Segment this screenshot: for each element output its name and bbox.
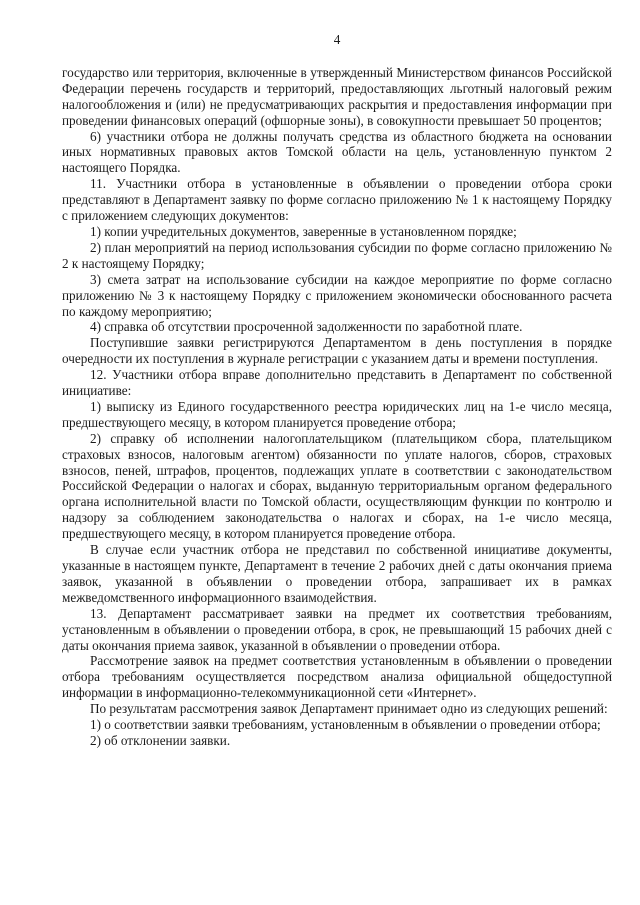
paragraph-decision-1: 1) о соответствии заявки требованиям, установленным в объявлении о проведении отбора; [90,717,601,733]
paragraph-clause-11-item-2: 2) план мероприятий на период использования субсидии по форме согласно приложению № 2 к настоящему Порядку; [62,239,612,271]
paragraph-decision-2: 2) об отклонении заявки. [90,732,231,748]
paragraph-clause-12: 12. Участники отбора вправе дополнительно представить в Департамент по собственной инициативе: [62,367,612,399]
paragraph-clause-11-item-3: 3) смета затрат на использование субсидии на каждое мероприятие по форме согласно приложению № 3 к настоящему Порядку с приложением экономически обоснованного расчета по каждому мероприятию; [62,271,612,319]
paragraph-clause-13: 13. Департамент рассматривает заявки на предмет их соответствия требованиям, установленным в объявлении о проведении отбора, в срок, не превышающий 15 рабочих дней с даты окончания приема заявок, указанной в объявлении о проведении отбора. [62,605,612,653]
paragraph-clause-11-item-4: 4) справка об отсутствии просроченной задолженности по заработной плате. [90,319,523,335]
page-number: 4 [333,32,341,47]
paragraph-clause-11-item-1: 1) копии учредительных документов, заверенные в установленном порядке; [90,223,517,239]
paragraph-decisions-intro: По результатам рассмотрения заявок Департамент принимает одно из следующих решений: [90,701,608,717]
paragraph-registration: Поступившие заявки регистрируются Департаментом в день поступления в порядке очередности их поступления в журнале регистрации с указанием даты и времени поступления. [62,335,612,367]
paragraph-clause-12-item-1: 1) выписку из Единого государственного реестра юридических лиц на 1-е число месяца, предшествующего месяцу, в котором планируется проведение отбора; [62,398,612,430]
paragraph-offshore-continuation: государство или территория, включенные в утвержденный Министерством финансов Российской Федерации перечень государств и территорий, предоставляющих льготный налоговый режим налогообложения и (или) не предусматривающих раскрытия и предоставления информации при проведении финансовых операций (офшорные зоны), в совокупности превышает 50 процентов; [62,64,612,128]
paragraph-clause-12-item-2: 2) справку об исполнении налогоплательщиком (плательщиком сбора, плательщиком страховых взносов, налоговым агентом) обязанности по уплате налогов, сборов, страховых взносов, пеней, штрафов, процентов, подлежащих уплате в соответствии с законодательством Российской Федерации о налогах и сборах, выданную территориальным органом федерального органа исполнительной власти по Томской области, осуществляющим функции по контролю и надзору за соблюдением законодательства о налогах и сборах, на 1-е число месяца, предшествующего месяцу, в котором планируется проведение отбора. [62,430,612,542]
paragraph-interagency-request: В случае если участник отбора не представил по собственной инициативе документы, указанные в настоящем пункте, Департамент в течение 2 рабочих дней с даты окончания приема заявок, указанной в объявлении о проведении отбора, запрашивает их в рамках межведомственного информационного взаимодействия. [62,542,612,605]
paragraph-review-method: Рассмотрение заявок на предмет соответствия установленным в объявлении о проведении отбора требованиям осуществляется посредством анализа официальной общедоступной информации в информационно-телекоммуникационной сети «Интернет». [62,653,612,701]
document-body [62,65,612,749]
paragraph-clause-11: 11. Участники отбора в установленные в объявлении о проведении отбора сроки представляют в Департамент заявку по форме согласно приложению № 1 к настоящему Порядку с приложением следующих документов: [62,176,612,224]
paragraph-item-6: 6) участники отбора не должны получать средства из областного бюджета на основании иных нормативных правовых актов Томской области на цель, установленную пунктом 2 настоящего Порядка. [62,128,612,176]
